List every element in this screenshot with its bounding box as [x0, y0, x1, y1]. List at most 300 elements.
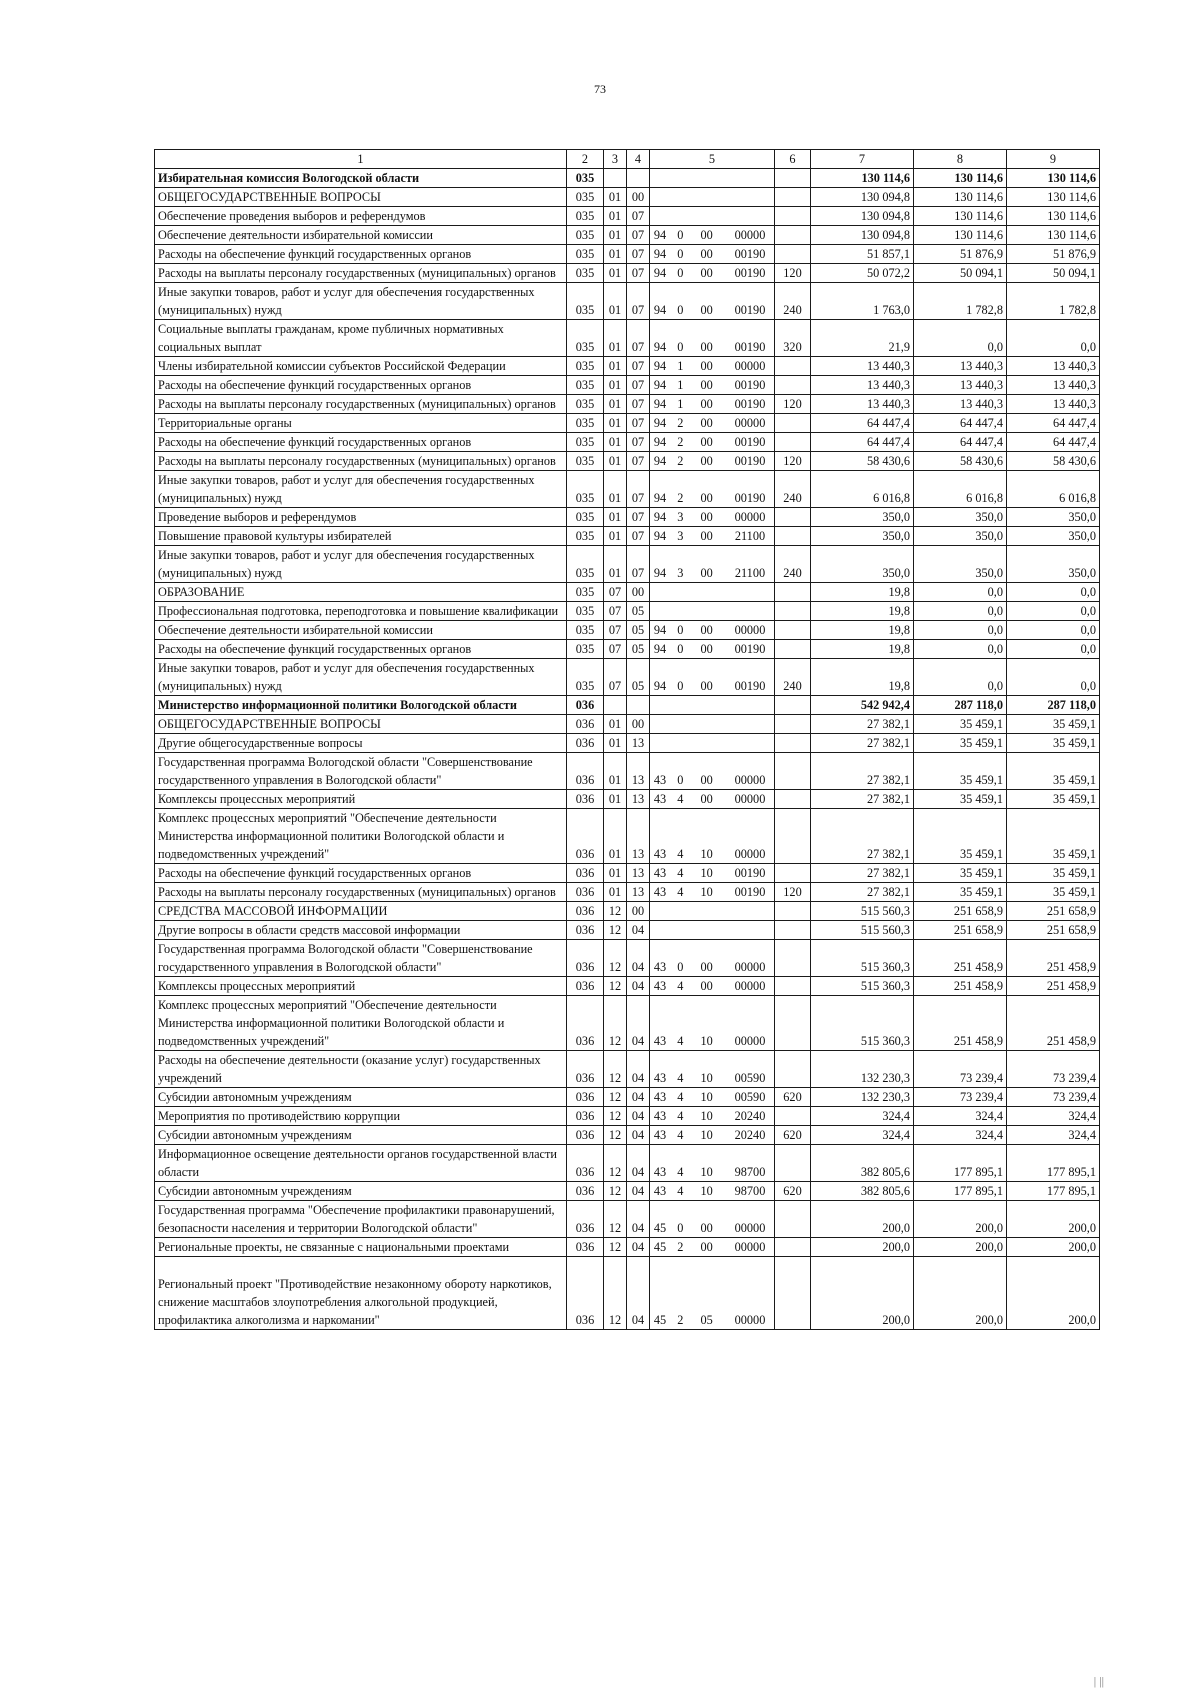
row-target-article	[650, 902, 775, 921]
header-col-9: 9	[1007, 150, 1100, 169]
row-amount-year-1: 27 382,1	[811, 883, 914, 902]
table-row	[155, 320, 1100, 357]
row-name: Расходы на выплаты персоналу государственных (муниципальных) органов	[155, 395, 567, 414]
row-section-code: 12	[604, 977, 627, 996]
row-section-code: 01	[604, 790, 627, 809]
row-amount-year-2: 350,0	[914, 508, 1007, 527]
row-amount-year-2: 64 447,4	[914, 414, 1007, 433]
target-program-code: 94	[653, 529, 667, 543]
row-department-code: 036	[567, 809, 604, 864]
target-direction-code: 00190	[734, 266, 766, 280]
row-section-code: 07	[604, 640, 627, 659]
table-row	[155, 283, 1100, 320]
table-row	[155, 433, 1100, 452]
row-name: Региональный проект "Противодействие незаконному обороту наркотиков, снижение масштабов злоупотребления алкогольной продукцией, профилактика алкоголизма и наркомании"	[155, 1257, 567, 1330]
table-row	[155, 1238, 1100, 1257]
row-target-article	[650, 940, 775, 977]
target-program-code: 43	[653, 960, 667, 974]
row-department-code: 035	[567, 169, 604, 188]
target-subprogram-code: 2	[677, 435, 684, 449]
row-subsection-code: 05	[627, 640, 650, 659]
row-department-code: 035	[567, 207, 604, 226]
row-amount-year-2: 350,0	[914, 527, 1007, 546]
target-event-code: 00	[700, 378, 713, 392]
table-row	[155, 1051, 1100, 1088]
row-target-article	[650, 226, 775, 245]
row-name: Комплексы процессных мероприятий	[155, 790, 567, 809]
target-event-code: 10	[700, 885, 713, 899]
row-name: Расходы на обеспечение функций государственных органов	[155, 433, 567, 452]
table-row	[155, 264, 1100, 283]
row-amount-year-2: 287 118,0	[914, 696, 1007, 715]
row-amount-year-3: 0,0	[1007, 583, 1100, 602]
row-section-code: 01	[604, 471, 627, 508]
row-amount-year-3: 50 094,1	[1007, 264, 1100, 283]
row-amount-year-1: 58 430,6	[811, 452, 914, 471]
row-amount-year-2: 35 459,1	[914, 753, 1007, 790]
row-subsection-code: 04	[627, 1238, 650, 1257]
target-subprogram-code: 0	[677, 773, 684, 787]
row-expense-type: 240	[775, 471, 811, 508]
row-subsection-code: 07	[627, 357, 650, 376]
row-target-article	[650, 527, 775, 546]
table-row	[155, 734, 1100, 753]
row-department-code: 035	[567, 659, 604, 696]
table-row	[155, 1201, 1100, 1238]
target-event-code: 00	[700, 228, 713, 242]
row-department-code: 035	[567, 452, 604, 471]
row-subsection-code	[627, 169, 650, 188]
table-row	[155, 864, 1100, 883]
row-amount-year-2: 251 658,9	[914, 902, 1007, 921]
table-row	[155, 169, 1100, 188]
table-row	[155, 1126, 1100, 1145]
row-target-article	[650, 207, 775, 226]
row-department-code: 035	[567, 471, 604, 508]
row-target-article	[650, 864, 775, 883]
row-target-article	[650, 1257, 775, 1330]
row-target-article	[650, 320, 775, 357]
row-expense-type	[775, 226, 811, 245]
row-section-code: 12	[604, 1088, 627, 1107]
row-amount-year-2: 6 016,8	[914, 471, 1007, 508]
row-amount-year-1: 130 094,8	[811, 207, 914, 226]
row-amount-year-3: 251 458,9	[1007, 940, 1100, 977]
row-target-article	[650, 508, 775, 527]
row-name: Профессиональная подготовка, переподготовка и повышение квалификации	[155, 602, 567, 621]
row-expense-type: 240	[775, 659, 811, 696]
row-subsection-code	[627, 696, 650, 715]
row-department-code: 035	[567, 264, 604, 283]
row-amount-year-3: 324,4	[1007, 1107, 1100, 1126]
row-department-code: 036	[567, 1182, 604, 1201]
row-section-code: 01	[604, 433, 627, 452]
row-name: Расходы на обеспечение деятельности (оказание услуг) государственных учреждений	[155, 1051, 567, 1088]
target-subprogram-code: 1	[677, 378, 684, 392]
target-direction-code: 00190	[734, 340, 766, 354]
row-department-code: 035	[567, 226, 604, 245]
row-subsection-code: 05	[627, 621, 650, 640]
row-amount-year-3: 130 114,6	[1007, 207, 1100, 226]
target-event-code: 10	[700, 1090, 713, 1104]
table-row	[155, 1107, 1100, 1126]
row-name: Субсидии автономным учреждениям	[155, 1126, 567, 1145]
target-program-code: 94	[653, 303, 667, 317]
row-amount-year-2: 324,4	[914, 1107, 1007, 1126]
target-subprogram-code: 0	[677, 623, 684, 637]
row-amount-year-1: 27 382,1	[811, 864, 914, 883]
table-row	[155, 226, 1100, 245]
row-amount-year-1: 200,0	[811, 1238, 914, 1257]
row-target-article	[650, 1238, 775, 1257]
target-subprogram-code: 4	[677, 1034, 684, 1048]
row-subsection-code: 04	[627, 996, 650, 1051]
header-col-5: 5	[650, 150, 775, 169]
row-expense-type	[775, 207, 811, 226]
row-amount-year-3: 130 114,6	[1007, 169, 1100, 188]
row-target-article	[650, 659, 775, 696]
row-amount-year-2: 251 458,9	[914, 977, 1007, 996]
row-name: Обеспечение проведения выборов и референдумов	[155, 207, 567, 226]
row-section-code: 12	[604, 1257, 627, 1330]
row-section-code: 07	[604, 659, 627, 696]
row-section-code: 12	[604, 921, 627, 940]
target-direction-code: 00190	[734, 866, 766, 880]
row-name: ОБРАЗОВАНИЕ	[155, 583, 567, 602]
target-event-code: 00	[700, 397, 713, 411]
row-name: Комплекс процессных мероприятий "Обеспечение деятельности Министерства информационной политики Вологодской области и подведомственных учреждений"	[155, 809, 567, 864]
row-section-code: 01	[604, 414, 627, 433]
target-direction-code: 00000	[734, 228, 766, 242]
row-amount-year-2: 130 114,6	[914, 169, 1007, 188]
header-col-1: 1	[155, 150, 567, 169]
target-subprogram-code: 0	[677, 642, 684, 656]
row-department-code: 036	[567, 1107, 604, 1126]
target-direction-code: 00000	[734, 416, 766, 430]
row-amount-year-1: 19,8	[811, 640, 914, 659]
target-direction-code: 00190	[734, 247, 766, 261]
target-direction-code: 00190	[734, 454, 766, 468]
row-amount-year-1: 350,0	[811, 508, 914, 527]
target-program-code: 45	[653, 1313, 667, 1327]
row-amount-year-1: 50 072,2	[811, 264, 914, 283]
row-amount-year-3: 35 459,1	[1007, 753, 1100, 790]
row-target-article	[650, 583, 775, 602]
row-department-code: 036	[567, 1145, 604, 1182]
row-expense-type: 120	[775, 395, 811, 414]
target-subprogram-code: 0	[677, 228, 684, 242]
row-expense-type	[775, 602, 811, 621]
row-expense-type	[775, 245, 811, 264]
row-target-article	[650, 1107, 775, 1126]
row-name: Государственная программа "Обеспечение профилактики правонарушений, безопасности населения и территории Вологодской области"	[155, 1201, 567, 1238]
target-event-code: 05	[700, 1313, 713, 1327]
row-amount-year-3: 350,0	[1007, 508, 1100, 527]
row-expense-type	[775, 376, 811, 395]
row-amount-year-3: 350,0	[1007, 527, 1100, 546]
row-section-code: 07	[604, 621, 627, 640]
row-expense-type	[775, 1257, 811, 1330]
row-name: Субсидии автономным учреждениям	[155, 1088, 567, 1107]
row-department-code: 036	[567, 1088, 604, 1107]
row-section-code: 12	[604, 1145, 627, 1182]
target-direction-code: 21100	[734, 566, 766, 580]
row-target-article	[650, 169, 775, 188]
row-amount-year-2: 50 094,1	[914, 264, 1007, 283]
target-subprogram-code: 4	[677, 1071, 684, 1085]
table-row	[155, 508, 1100, 527]
row-amount-year-2: 58 430,6	[914, 452, 1007, 471]
target-subprogram-code: 2	[677, 1313, 684, 1327]
row-target-article	[650, 357, 775, 376]
target-program-code: 43	[653, 847, 667, 861]
row-target-article	[650, 1201, 775, 1238]
row-expense-type	[775, 188, 811, 207]
row-target-article	[650, 696, 775, 715]
target-direction-code: 00190	[734, 303, 766, 317]
target-program-code: 43	[653, 792, 667, 806]
row-amount-year-3: 200,0	[1007, 1257, 1100, 1330]
row-expense-type	[775, 357, 811, 376]
row-name: Другие вопросы в области средств массовой информации	[155, 921, 567, 940]
table-row	[155, 1257, 1100, 1330]
row-amount-year-3: 35 459,1	[1007, 715, 1100, 734]
target-program-code: 94	[653, 397, 667, 411]
row-subsection-code: 07	[627, 320, 650, 357]
target-event-code: 00	[700, 773, 713, 787]
row-amount-year-2: 0,0	[914, 640, 1007, 659]
row-name: Министерство информационной политики Вологодской области	[155, 696, 567, 715]
row-amount-year-3: 64 447,4	[1007, 433, 1100, 452]
row-amount-year-1: 324,4	[811, 1126, 914, 1145]
target-subprogram-code: 1	[677, 359, 684, 373]
row-department-code: 035	[567, 414, 604, 433]
target-direction-code: 00000	[734, 979, 766, 993]
row-amount-year-3: 35 459,1	[1007, 864, 1100, 883]
target-subprogram-code: 2	[677, 1240, 684, 1254]
row-subsection-code: 00	[627, 188, 650, 207]
row-name: Государственная программа Вологодской области "Совершенствование государственного управления в Вологодской области"	[155, 753, 567, 790]
target-program-code: 94	[653, 266, 667, 280]
row-amount-year-1: 1 763,0	[811, 283, 914, 320]
row-department-code: 036	[567, 696, 604, 715]
target-subprogram-code: 3	[677, 529, 684, 543]
row-target-article	[650, 996, 775, 1051]
row-department-code: 036	[567, 1126, 604, 1145]
row-name: Информационное освещение деятельности органов государственной власти области	[155, 1145, 567, 1182]
row-amount-year-2: 200,0	[914, 1257, 1007, 1330]
row-amount-year-2: 35 459,1	[914, 790, 1007, 809]
row-section-code: 12	[604, 940, 627, 977]
target-event-code: 00	[700, 979, 713, 993]
row-section-code: 01	[604, 245, 627, 264]
row-section-code: 01	[604, 188, 627, 207]
row-name: Расходы на обеспечение функций государственных органов	[155, 640, 567, 659]
row-name: Мероприятия по противодействию коррупции	[155, 1107, 567, 1126]
row-target-article	[650, 471, 775, 508]
target-event-code: 10	[700, 1184, 713, 1198]
row-department-code: 035	[567, 320, 604, 357]
row-target-article	[650, 790, 775, 809]
row-expense-type	[775, 508, 811, 527]
row-amount-year-3: 58 430,6	[1007, 452, 1100, 471]
row-target-article	[650, 264, 775, 283]
row-amount-year-3: 324,4	[1007, 1126, 1100, 1145]
target-subprogram-code: 4	[677, 1109, 684, 1123]
target-direction-code: 21100	[734, 529, 766, 543]
row-section-code: 01	[604, 864, 627, 883]
table-row	[155, 659, 1100, 696]
row-amount-year-3: 200,0	[1007, 1238, 1100, 1257]
row-target-article	[650, 414, 775, 433]
row-expense-type: 620	[775, 1088, 811, 1107]
table-row	[155, 357, 1100, 376]
row-expense-type	[775, 715, 811, 734]
row-subsection-code: 07	[627, 452, 650, 471]
target-subprogram-code: 4	[677, 885, 684, 899]
row-subsection-code: 07	[627, 508, 650, 527]
row-section-code: 01	[604, 508, 627, 527]
target-event-code: 10	[700, 1165, 713, 1179]
row-amount-year-3: 13 440,3	[1007, 395, 1100, 414]
row-amount-year-2: 13 440,3	[914, 376, 1007, 395]
target-direction-code: 00000	[734, 1240, 766, 1254]
row-expense-type	[775, 864, 811, 883]
row-name: Повышение правовой культуры избирателей	[155, 527, 567, 546]
row-subsection-code: 05	[627, 659, 650, 696]
target-event-code: 00	[700, 1240, 713, 1254]
table-row	[155, 471, 1100, 508]
table-row	[155, 188, 1100, 207]
row-expense-type: 620	[775, 1182, 811, 1201]
row-expense-type	[775, 696, 811, 715]
row-amount-year-1: 515 360,3	[811, 977, 914, 996]
row-name: Расходы на выплаты персоналу государственных (муниципальных) органов	[155, 883, 567, 902]
row-amount-year-3: 73 239,4	[1007, 1051, 1100, 1088]
row-amount-year-1: 515 560,3	[811, 921, 914, 940]
target-direction-code: 00190	[734, 491, 766, 505]
row-name: Комплексы процессных мероприятий	[155, 977, 567, 996]
row-amount-year-1: 515 560,3	[811, 902, 914, 921]
target-program-code: 43	[653, 866, 667, 880]
header-col-6: 6	[775, 150, 811, 169]
target-program-code: 45	[653, 1221, 667, 1235]
row-name: Иные закупки товаров, работ и услуг для обеспечения государственных (муниципальных) нужд	[155, 471, 567, 508]
row-amount-year-3: 287 118,0	[1007, 696, 1100, 715]
target-direction-code: 00590	[734, 1071, 766, 1085]
row-expense-type	[775, 1201, 811, 1238]
target-program-code: 94	[653, 623, 667, 637]
row-amount-year-2: 73 239,4	[914, 1051, 1007, 1088]
row-amount-year-3: 177 895,1	[1007, 1182, 1100, 1201]
row-amount-year-3: 130 114,6	[1007, 226, 1100, 245]
row-name: Расходы на выплаты персоналу государственных (муниципальных) органов	[155, 452, 567, 471]
target-direction-code: 00000	[734, 1313, 766, 1327]
row-section-code	[604, 696, 627, 715]
row-department-code: 036	[567, 977, 604, 996]
row-target-article	[650, 1182, 775, 1201]
row-amount-year-2: 251 458,9	[914, 996, 1007, 1051]
row-expense-type	[775, 921, 811, 940]
target-program-code: 94	[653, 247, 667, 261]
table-row	[155, 1088, 1100, 1107]
row-section-code: 01	[604, 753, 627, 790]
target-program-code: 94	[653, 435, 667, 449]
row-section-code: 12	[604, 902, 627, 921]
target-direction-code: 98700	[734, 1184, 766, 1198]
row-subsection-code: 13	[627, 734, 650, 753]
row-target-article	[650, 376, 775, 395]
target-subprogram-code: 0	[677, 247, 684, 261]
row-target-article	[650, 640, 775, 659]
row-amount-year-1: 64 447,4	[811, 433, 914, 452]
row-department-code: 035	[567, 433, 604, 452]
target-direction-code: 00000	[734, 773, 766, 787]
row-name: Территориальные органы	[155, 414, 567, 433]
row-amount-year-1: 27 382,1	[811, 734, 914, 753]
target-direction-code: 00000	[734, 1034, 766, 1048]
row-target-article	[650, 921, 775, 940]
table-row	[155, 790, 1100, 809]
row-target-article	[650, 753, 775, 790]
target-direction-code: 98700	[734, 1165, 766, 1179]
row-expense-type	[775, 1145, 811, 1182]
row-department-code: 035	[567, 245, 604, 264]
row-expense-type	[775, 977, 811, 996]
row-department-code: 035	[567, 188, 604, 207]
row-target-article	[650, 602, 775, 621]
row-section-code: 01	[604, 320, 627, 357]
row-department-code: 036	[567, 1201, 604, 1238]
row-subsection-code: 04	[627, 1257, 650, 1330]
row-section-code: 07	[604, 602, 627, 621]
table-row	[155, 527, 1100, 546]
target-program-code: 43	[653, 1128, 667, 1142]
target-subprogram-code: 4	[677, 847, 684, 861]
row-name: Обеспечение деятельности избирательной комиссии	[155, 621, 567, 640]
row-target-article	[650, 433, 775, 452]
target-subprogram-code: 2	[677, 416, 684, 430]
header-col-2: 2	[567, 150, 604, 169]
row-amount-year-1: 27 382,1	[811, 753, 914, 790]
row-department-code: 036	[567, 996, 604, 1051]
target-event-code: 00	[700, 1221, 713, 1235]
target-direction-code: 00190	[734, 885, 766, 899]
row-name: Социальные выплаты гражданам, кроме публичных нормативных социальных выплат	[155, 320, 567, 357]
row-expense-type	[775, 809, 811, 864]
target-subprogram-code: 0	[677, 340, 684, 354]
table-row	[155, 207, 1100, 226]
row-section-code: 07	[604, 583, 627, 602]
target-subprogram-code: 2	[677, 491, 684, 505]
table-row	[155, 245, 1100, 264]
target-direction-code: 00000	[734, 623, 766, 637]
target-subprogram-code: 0	[677, 266, 684, 280]
target-event-code: 10	[700, 866, 713, 880]
row-amount-year-3: 73 239,4	[1007, 1088, 1100, 1107]
target-program-code: 43	[653, 1090, 667, 1104]
row-amount-year-1: 130 094,8	[811, 188, 914, 207]
target-event-code: 10	[700, 847, 713, 861]
row-department-code: 036	[567, 883, 604, 902]
table-row	[155, 376, 1100, 395]
target-direction-code: 00000	[734, 510, 766, 524]
target-event-code: 00	[700, 960, 713, 974]
row-amount-year-1: 132 230,3	[811, 1051, 914, 1088]
row-target-article	[650, 188, 775, 207]
row-section-code	[604, 169, 627, 188]
row-expense-type: 120	[775, 264, 811, 283]
